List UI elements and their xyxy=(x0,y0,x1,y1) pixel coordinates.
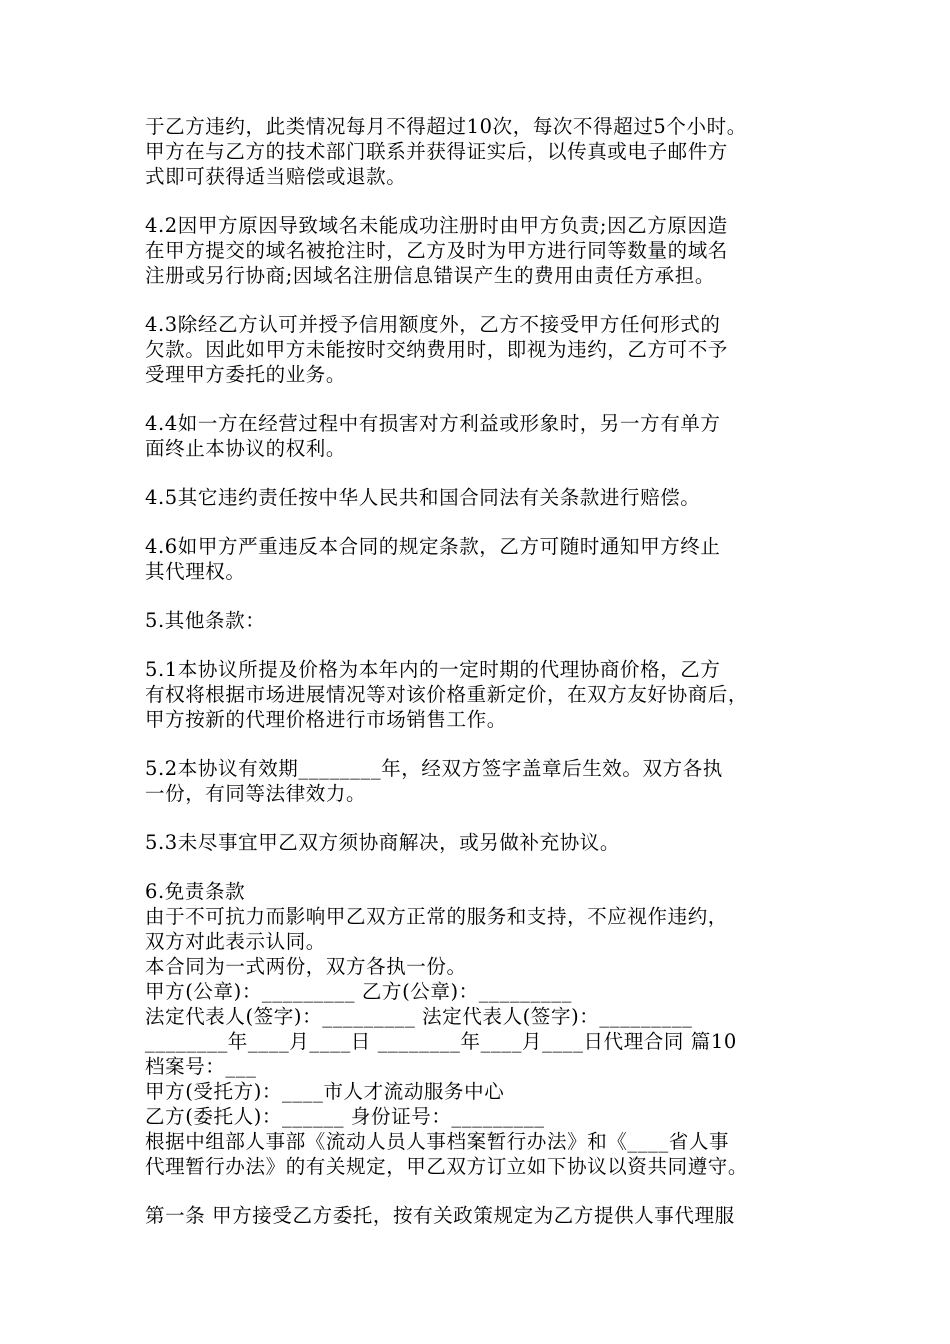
section-6-and-signatures xyxy=(145,879,820,1179)
paragraph-gap xyxy=(145,633,820,657)
clause-5-3 xyxy=(145,830,820,855)
text-line: 甲方在与乙方的技术部门联系并获得证实后，以传真或电子邮件方 xyxy=(145,140,728,163)
text-line: 双方对此表示认同。 xyxy=(145,930,326,953)
text-line: 5.1本协议所提及价格为本年内的一定时期的代理协商价格，乙方 xyxy=(145,658,721,681)
paragraph-gap xyxy=(145,1179,820,1203)
article-1 xyxy=(145,1203,820,1228)
text-line: 欠款。因此如甲方未能按时交纳费用时，即视为违约，乙方可不予 xyxy=(145,338,728,361)
paragraph-gap xyxy=(145,855,820,879)
clause-4-5 xyxy=(145,485,820,510)
text-line: 5.其他条款： xyxy=(145,609,266,632)
paragraph-gap xyxy=(145,288,820,312)
text-line: 其代理权。 xyxy=(145,560,246,583)
text-line: 乙方(委托人)：______ 身份证号：_________ xyxy=(145,1105,545,1128)
text-line: 5.2本协议有效期________年，经双方签字盖章后生效。双方各执 xyxy=(145,757,723,780)
paragraph-gap xyxy=(145,584,820,608)
paragraph-gap xyxy=(145,806,820,830)
paragraph-gap xyxy=(145,510,820,534)
clause-4-2 xyxy=(145,213,820,288)
text-line: 4.6如甲方严重违反本合同的规定条款，乙方可随时通知甲方终止 xyxy=(145,535,721,558)
text-line: 第一条 甲方接受乙方委托，按有关政策规定为乙方提供人事代理服 xyxy=(145,1204,735,1227)
document-body xyxy=(145,114,820,1228)
text-line: 代理暂行办法》的有关规定，甲乙双方订立如下协议以资共同遵守。 xyxy=(145,1155,749,1178)
clause-5-1 xyxy=(145,657,820,732)
text-line: 有权将根据市场进展情况等对该价格重新定价，在双方友好协商后， xyxy=(145,683,749,706)
text-line: 根据中组部人事部《流动人员人事档案暂行办法》和《____省人事 xyxy=(145,1130,730,1153)
clause-5-2 xyxy=(145,756,820,806)
text-line: 在甲方提交的域名被抢注时，乙方及时为甲方进行同等数量的域名 xyxy=(145,239,728,262)
text-line: 4.3除经乙方认可并授予信用额度外，乙方不接受甲方任何形式的 xyxy=(145,313,721,336)
text-line: 注册或另行协商;因域名注册信息错误产生的费用由责任方承担。 xyxy=(145,264,715,287)
text-line: 法定代表人(签字)：_________ 法定代表人(签字)：_________ xyxy=(145,1005,693,1028)
text-line: 一份，有同等法律效力。 xyxy=(145,782,367,805)
text-line: 由于不可抗力而影响甲乙双方正常的服务和支持，不应视作违约， xyxy=(145,905,728,928)
text-line: 式即可获得适当赔偿或退款。 xyxy=(145,165,407,188)
text-line: 档案号：___ xyxy=(145,1055,257,1078)
clause-4-6 xyxy=(145,534,820,584)
paragraph-gap xyxy=(145,732,820,756)
text-line: 甲方按新的代理价格进行市场销售工作。 xyxy=(145,708,507,731)
text-line: 受理甲方委托的业务。 xyxy=(145,363,347,386)
paragraph-4-1-continued xyxy=(145,114,820,189)
paragraph-gap xyxy=(145,189,820,213)
text-line: 4.5其它违约责任按中华人民共和国合同法有关条款进行赔偿。 xyxy=(145,486,701,509)
text-line: 5.3未尽事宜甲乙双方须协商解决，或另做补充协议。 xyxy=(145,831,621,854)
text-line: 4.2因甲方原因导致域名未能成功注册时由甲方负责;因乙方原因造 xyxy=(145,214,728,237)
text-line: 6.免责条款 xyxy=(145,880,246,903)
clause-4-4 xyxy=(145,411,820,461)
clause-4-3 xyxy=(145,312,820,387)
paragraph-gap xyxy=(145,461,820,485)
text-line: 于乙方违约，此类情况每月不得超过10次，每次不得超过5个小时。 xyxy=(145,115,747,138)
text-line: 甲方(受托方)：____市人才流动服务中心 xyxy=(145,1080,505,1103)
paragraph-gap xyxy=(145,387,820,411)
text-line: 甲方(公章)：_________ 乙方(公章)：_________ xyxy=(145,980,572,1003)
text-line: 本合同为一式两份，双方各执一份。 xyxy=(145,955,467,978)
text-line: 4.4如一方在经营过程中有损害对方利益或形象时，另一方有单方 xyxy=(145,412,721,435)
text-line: 面终止本协议的权利。 xyxy=(145,437,347,460)
section-5-heading xyxy=(145,608,820,633)
text-line: ________年____月____日 ________年____月____日代理合同 篇10 xyxy=(145,1030,737,1053)
